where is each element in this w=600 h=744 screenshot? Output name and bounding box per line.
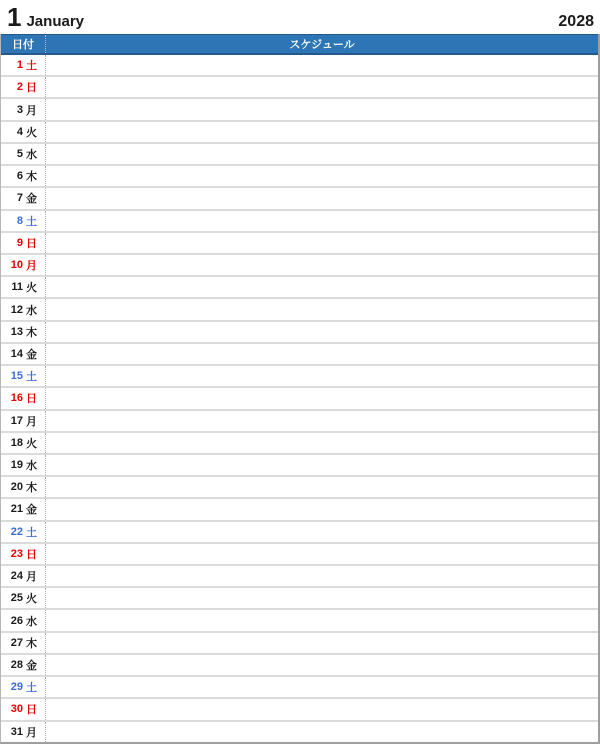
day-weekday: 金	[26, 504, 37, 517]
day-number: 28	[10, 659, 23, 672]
day-row	[1, 166, 598, 188]
schedule-cell[interactable]	[46, 388, 598, 408]
date-cell	[1, 499, 46, 519]
schedule-cell[interactable]	[46, 411, 598, 431]
day-weekday: 火	[26, 126, 37, 139]
schedule-cell[interactable]	[46, 77, 598, 97]
day-row	[1, 122, 598, 144]
day-row	[1, 277, 598, 299]
day-weekday: 月	[26, 726, 37, 739]
day-number: 30	[10, 703, 23, 716]
day-number: 9	[16, 236, 23, 249]
month-number: 1	[7, 2, 21, 32]
day-weekday: 火	[26, 593, 37, 606]
date-cell	[1, 655, 46, 675]
schedule-cell[interactable]	[46, 99, 598, 119]
date-cell	[1, 544, 46, 564]
day-row	[1, 411, 598, 433]
schedule-cell[interactable]	[46, 588, 598, 608]
day-weekday: 水	[26, 460, 37, 473]
schedule-cell[interactable]	[46, 255, 598, 275]
schedule-cell[interactable]	[46, 522, 598, 542]
day-number: 4	[16, 125, 23, 138]
day-number: 5	[16, 147, 23, 160]
date-cell	[1, 211, 46, 231]
day-row	[1, 344, 598, 366]
schedule-cell[interactable]	[46, 277, 598, 297]
day-number: 26	[10, 614, 23, 627]
day-row	[1, 655, 598, 677]
day-row	[1, 633, 598, 655]
date-cell	[1, 255, 46, 275]
day-number: 25	[10, 592, 23, 605]
day-row	[1, 99, 598, 121]
date-cell	[1, 322, 46, 342]
day-row	[1, 188, 598, 210]
date-cell	[1, 233, 46, 253]
day-number: 24	[10, 570, 23, 583]
date-cell	[1, 299, 46, 319]
day-weekday: 月	[26, 415, 37, 428]
schedule-cell[interactable]	[46, 188, 598, 208]
day-weekday: 金	[26, 660, 37, 673]
day-number: 2	[16, 81, 23, 94]
day-weekday: 水	[26, 304, 37, 317]
day-row	[1, 433, 598, 455]
date-cell	[1, 166, 46, 186]
day-row	[1, 499, 598, 521]
day-weekday: 木	[26, 482, 37, 495]
schedule-cell[interactable]	[46, 211, 598, 231]
date-cell	[1, 455, 46, 475]
schedule-cell[interactable]	[46, 144, 598, 164]
day-number: 7	[16, 192, 23, 205]
day-row	[1, 477, 598, 499]
day-weekday: 土	[26, 682, 37, 695]
day-weekday: 日	[26, 548, 37, 561]
date-cell	[1, 433, 46, 453]
schedule-cell[interactable]	[46, 722, 598, 742]
day-weekday: 月	[26, 104, 37, 117]
day-weekday: 月	[26, 571, 37, 584]
schedule-cell[interactable]	[46, 233, 598, 253]
date-cell	[1, 344, 46, 364]
day-weekday: 土	[26, 371, 37, 384]
day-number: 20	[10, 481, 23, 494]
year-label: 2028	[558, 13, 594, 30]
schedule-cell[interactable]	[46, 122, 598, 142]
day-row	[1, 211, 598, 233]
schedule-cell[interactable]	[46, 655, 598, 675]
day-weekday: 金	[26, 348, 37, 361]
schedule-cell[interactable]	[46, 544, 598, 564]
date-cell	[1, 699, 46, 719]
day-row	[1, 722, 598, 742]
day-number: 27	[10, 636, 23, 649]
day-row	[1, 55, 598, 77]
day-number: 3	[16, 103, 23, 116]
date-column-header: 日付	[1, 35, 46, 53]
day-row	[1, 388, 598, 410]
day-number: 8	[16, 214, 23, 227]
date-cell	[1, 566, 46, 586]
day-number: 14	[10, 347, 23, 360]
day-weekday: 土	[26, 215, 37, 228]
date-cell	[1, 477, 46, 497]
month-name: January	[26, 13, 85, 30]
day-weekday: 土	[26, 60, 37, 73]
date-cell	[1, 366, 46, 386]
schedule-cell[interactable]	[46, 677, 598, 697]
day-weekday: 火	[26, 437, 37, 450]
schedule-cell[interactable]	[46, 499, 598, 519]
day-number: 18	[10, 436, 23, 449]
schedule-cell[interactable]	[46, 344, 598, 364]
day-row	[1, 322, 598, 344]
day-row	[1, 610, 598, 632]
day-number: 21	[10, 503, 23, 516]
day-weekday: 火	[26, 282, 37, 295]
day-number: 19	[10, 459, 23, 472]
date-cell	[1, 588, 46, 608]
day-weekday: 金	[26, 193, 37, 206]
day-row	[1, 366, 598, 388]
day-row	[1, 77, 598, 99]
day-number: 22	[10, 525, 23, 538]
day-row	[1, 544, 598, 566]
day-number: 29	[10, 681, 23, 694]
title-bar	[0, 0, 600, 34]
day-number: 10	[10, 259, 23, 272]
day-number: 23	[10, 547, 23, 560]
date-cell	[1, 722, 46, 742]
schedule-cell[interactable]	[46, 55, 598, 75]
date-cell	[1, 388, 46, 408]
day-weekday: 日	[26, 393, 37, 406]
day-number: 17	[10, 414, 23, 427]
schedule-cell[interactable]	[46, 633, 598, 653]
date-cell	[1, 188, 46, 208]
day-number: 16	[10, 392, 23, 405]
day-row	[1, 566, 598, 588]
date-cell	[1, 411, 46, 431]
day-weekday: 水	[26, 615, 37, 628]
schedule-cell[interactable]	[46, 566, 598, 586]
day-weekday: 日	[26, 237, 37, 250]
day-weekday: 日	[26, 82, 37, 95]
day-row	[1, 699, 598, 721]
schedule-cell[interactable]	[46, 366, 598, 386]
date-cell	[1, 144, 46, 164]
date-cell	[1, 277, 46, 297]
date-cell	[1, 522, 46, 542]
day-weekday: 土	[26, 526, 37, 539]
schedule-cell[interactable]	[46, 610, 598, 630]
day-number: 31	[10, 725, 23, 738]
day-row	[1, 233, 598, 255]
day-row	[1, 522, 598, 544]
date-cell	[1, 610, 46, 630]
schedule-column-header: スケジュール	[289, 39, 355, 51]
day-weekday: 日	[26, 704, 37, 717]
day-row	[1, 588, 598, 610]
schedule-cell[interactable]	[46, 299, 598, 319]
schedule-cell[interactable]	[46, 477, 598, 497]
date-cell	[1, 77, 46, 97]
date-cell	[1, 122, 46, 142]
schedule-cell[interactable]	[46, 433, 598, 453]
date-cell	[1, 99, 46, 119]
day-row	[1, 299, 598, 321]
table-header-row	[1, 34, 598, 55]
day-weekday: 木	[26, 171, 37, 184]
day-weekday: 月	[26, 260, 37, 273]
date-cell	[1, 677, 46, 697]
calendar-table	[0, 34, 600, 744]
day-number: 6	[16, 170, 23, 183]
day-row	[1, 455, 598, 477]
day-number: 13	[10, 325, 23, 338]
schedule-cell[interactable]	[46, 455, 598, 475]
day-number: 15	[10, 370, 23, 383]
day-weekday: 木	[26, 637, 37, 650]
day-row	[1, 255, 598, 277]
day-rows	[1, 55, 598, 742]
schedule-cell[interactable]	[46, 166, 598, 186]
schedule-cell[interactable]	[46, 699, 598, 719]
day-row	[1, 677, 598, 699]
day-number: 11	[11, 281, 23, 294]
day-number: 1	[16, 59, 23, 72]
schedule-cell[interactable]	[46, 322, 598, 342]
day-weekday: 水	[26, 148, 37, 161]
date-cell	[1, 55, 46, 75]
day-number: 12	[10, 303, 23, 316]
day-row	[1, 144, 598, 166]
day-weekday: 木	[26, 326, 37, 339]
date-cell	[1, 633, 46, 653]
